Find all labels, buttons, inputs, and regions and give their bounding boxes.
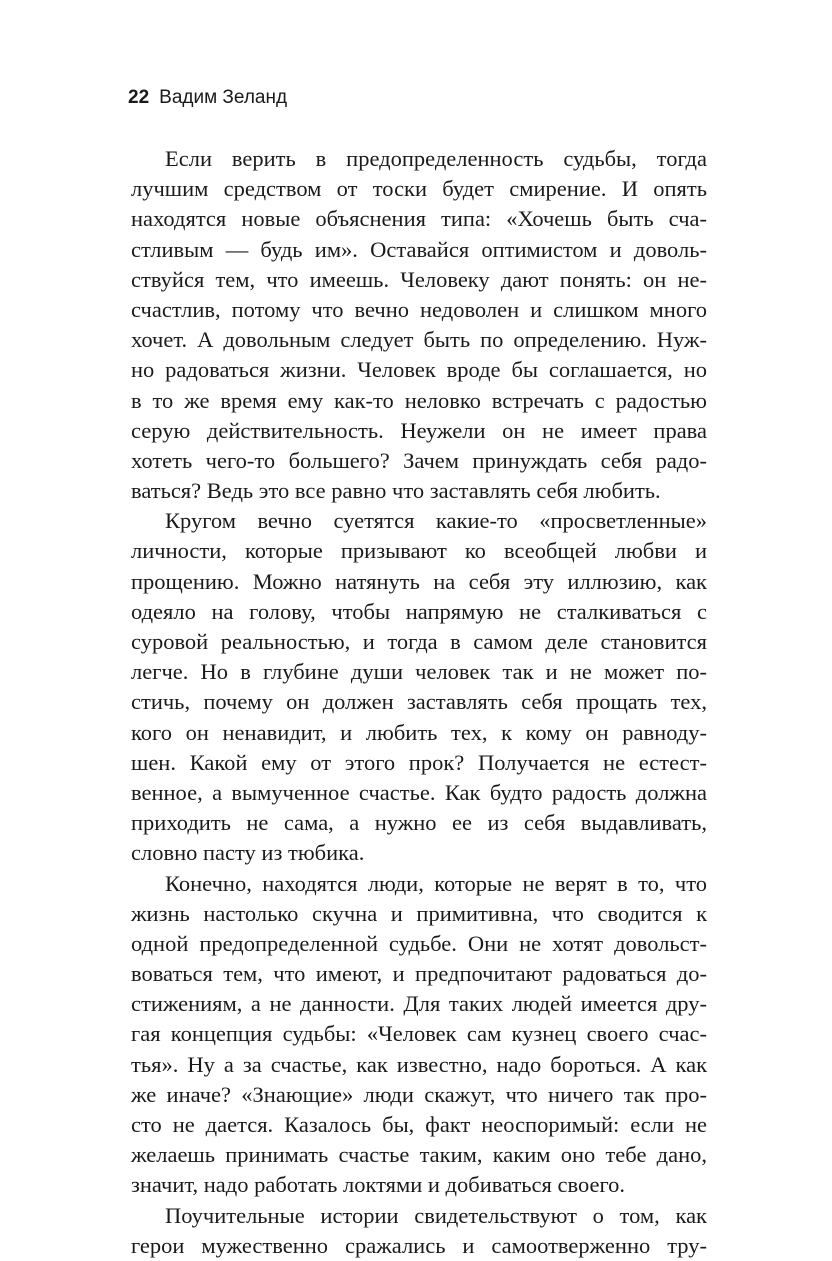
text-line: ствуйся тем, что имеешь. Человеку дают понять: он не- bbox=[131, 266, 707, 292]
text-line: же иначе? «Знающие» люди скажут, что ничего так про- bbox=[131, 1081, 707, 1107]
text-line: одной предопределенной судьбе. Они не хотят довольст- bbox=[131, 930, 707, 956]
text-line: желаешь принимать счастье таким, каким оно тебе дано, bbox=[131, 1142, 707, 1168]
text-line: кого он ненавидит, и любить тех, к кому он равноду- bbox=[131, 719, 707, 745]
text-line: словно пасту из тюбика. bbox=[131, 840, 365, 866]
text-line: Поучительные истории свидетельствуют о том, как bbox=[165, 1202, 707, 1228]
text-line: легче. Но в глубине души человек так и не может по- bbox=[131, 659, 707, 685]
text-line: но радоваться жизни. Человек вроде бы соглашается, но bbox=[131, 357, 707, 383]
text-line: хочет. А довольным следует быть по определению. Нуж- bbox=[131, 327, 707, 353]
text-line: стичь, почему он должен заставлять себя прощать тех, bbox=[131, 689, 707, 715]
text-line: гая концепция судьбы: «Человек сам кузнец своего счас- bbox=[131, 1021, 707, 1047]
text-line: венное, а вымученное счастье. Как будто радость должна bbox=[131, 779, 707, 805]
text-line: Кругом вечно суетятся какие-то «просветленные» bbox=[165, 508, 707, 534]
text-line: значит, надо работать локтями и добиваться своего. bbox=[131, 1172, 626, 1198]
text-line: жизнь настолько скучна и примитивна, что сводится к bbox=[131, 900, 707, 926]
text-line: счастлив, потому что вечно недоволен и слишком много bbox=[131, 296, 707, 322]
text-line: тья». Ну а за счастье, как известно, надо бороться. А как bbox=[131, 1051, 707, 1077]
text-line: Если верить в предопределенность судьбы, тогда bbox=[165, 146, 707, 171]
text-line: стижениям, а не данности. Для таких людей имеется дру- bbox=[131, 991, 707, 1017]
text-line: герои мужественно сражались и самоотверженно тру- bbox=[131, 1232, 707, 1258]
text-line: серую действительность. Неужели он не имеет права bbox=[131, 417, 707, 443]
text-line: личности, которые призывают ко всеобщей любви и bbox=[131, 538, 707, 564]
page-number: 22 bbox=[128, 87, 150, 108]
text-line: суровой реальностью, и тогда в самом деле становится bbox=[131, 629, 707, 654]
text-line: шен. Какой ему от этого прок? Получается не естест- bbox=[131, 749, 707, 775]
text-line: лучшим средством от тоски будет смирение. И опять bbox=[131, 176, 707, 202]
text-line: приходить не сама, а нужно ее из себя выдавливать, bbox=[131, 810, 707, 836]
text-line: сто не дается. Казалось бы, факт неоспоримый: если не bbox=[131, 1112, 707, 1137]
text-line: хотеть чего-то большего? Зачем принуждать себя радо- bbox=[131, 447, 707, 473]
running-head bbox=[128, 86, 287, 110]
text-line: в то же время ему как-то неловко встречать с радостью bbox=[131, 387, 707, 413]
text-line: одеяло на голову, чтобы напрямую не сталкиваться с bbox=[131, 598, 707, 624]
body-text bbox=[131, 144, 707, 1261]
text-line: воваться тем, что имеют, и предпочитают радоваться до- bbox=[131, 961, 707, 987]
text-line: прощению. Можно натянуть на себя эту иллюзию, как bbox=[131, 568, 707, 594]
author-name: Вадим Зеланд bbox=[159, 87, 288, 108]
text-line: стливым — будь им». Оставайся оптимистом и доволь- bbox=[131, 236, 707, 262]
text-line: Конечно, находятся люди, которые не верят в то, что bbox=[165, 870, 707, 896]
text-line: находятся новые объяснения типа: «Хочешь быть сча- bbox=[131, 206, 707, 232]
text-line: ваться? Ведь это все равно что заставлять себя любить. bbox=[131, 478, 661, 504]
